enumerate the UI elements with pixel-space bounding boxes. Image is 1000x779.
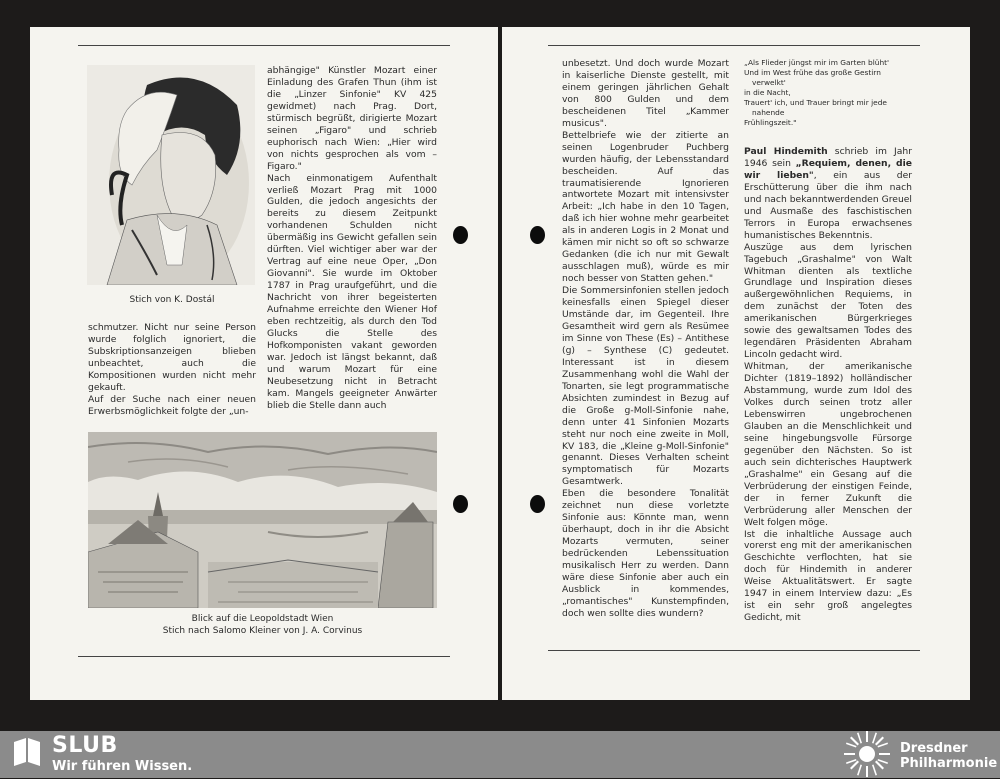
bottom-rule-right bbox=[548, 650, 920, 651]
left-page-text-right-column bbox=[267, 65, 437, 412]
footer-bar bbox=[0, 731, 1000, 778]
dp-line2: Philharmonie bbox=[900, 756, 998, 771]
city-caption-line2: Stich nach Salomo Kleiner von J. A. Corvinus bbox=[162, 626, 363, 636]
slub-tagline: Wir führen Wissen. bbox=[52, 759, 193, 774]
slub-title: SLUB bbox=[52, 733, 118, 758]
paragraph: Bettelbriefe wie der zitierte an seinen Logenbruder Puchberg wurden häufig, der Lebensstandard bescheiden. Auf das traumatisierende Ignorieren antwortete Mozart mit intensivster Arbeit: „Ich habe in den 10 Tagen, daß ich hier wohne mehr gearbeitet als in anderen Logis in 2 Monat und kämen mir nicht so oft so schwarze Gedanken (die ich nur mit Gewalt ausschlagen muß), würde es mir noch besser von Statten gehen." bbox=[562, 129, 729, 285]
leopoldstadt-engraving-image bbox=[88, 432, 437, 608]
paragraph: Ist die inhaltliche Aussage auch vorerst eng mit der amerikanischen Geschichte verflochten, hat sie doch für Hindemith in anderer Weise Aktualitätswert. Er sagte 1947 in einem Interview dazu: „Es ist ein sehr groß angelegtes Gedicht, mit bbox=[744, 528, 912, 624]
whitman-poem-excerpt bbox=[744, 58, 912, 128]
composer-name: Paul Hindemith bbox=[744, 146, 828, 157]
poem-line: nahende bbox=[752, 108, 785, 117]
paragraph: schmutzer. Nicht nur seine Person wurde folglich ignoriert, die Subskriptionsanzeigen blieben unbeachtet, auch die Kompositionen wurden nicht mehr gekauft. bbox=[88, 322, 256, 393]
right-page-text-left-column bbox=[562, 58, 729, 620]
binder-hole bbox=[453, 495, 468, 513]
binder-hole bbox=[530, 495, 545, 513]
poem-line: Trauert' ich, und Trauer bringt mir jede bbox=[744, 98, 887, 107]
work-title: „Requiem, denen, die wir lieben" bbox=[744, 157, 912, 181]
dresdner-philharmonie-wordmark bbox=[900, 741, 997, 771]
bottom-rule-left bbox=[78, 656, 450, 657]
poem-line: „Als Flieder jüngst mir im Garten blüht' bbox=[744, 58, 890, 67]
mozart-portrait-image bbox=[87, 65, 255, 285]
paragraph: Auf der Suche nach einer neuen Erwerbsmöglichkeit folgte der „un- bbox=[88, 393, 256, 417]
paragraph: Eben die besondere Tonalität zeichnet nun diese vorletzte Sinfonie aus: Könnte man, wenn überhaupt, doch in ihr die Absicht Mozarts vermuten, seiner bedrückenden Lebenssituation musikalisch Herr zu werden. Dann wäre diese Sinfonie aber auch ein Ausblick in kommendes, „romantisches" Kunstempfinden, doch wen sollte dies wundern? bbox=[562, 488, 729, 619]
paragraph: Die Sommersinfonien stellen jedoch keinesfalls einen Spiegel dieser Umstände dar, im Gegenteil. Ihre Gesamtheit wird gern als Resümee im Sinne von These (Es) – Antithese (g) – Synthese (C) gedeutet. Interessant ist in diesem Zusammenhang wohl die Wahl der Tonarten, sie legt programmatische Absichten zumindest in Bezug auf die Große g-Moll-Sinfonie nahe, denn unter 41 Sinfonien Mozarts steht nur noch eine zweite in Moll, KV 183, die „Kleine g-Moll-Sinfonie" genannt. Dieses Verhalten scheint symptomatisch für Mozarts Gesamtwerk. bbox=[562, 285, 729, 488]
binder-hole bbox=[453, 226, 468, 244]
paragraph-hindemith bbox=[744, 146, 912, 242]
binder-hole bbox=[530, 226, 545, 244]
paragraph: Whitman, der amerikanische Dichter (1819–1892) holländischer Abstammung, wurde zum Idol des Volkes durch seinen trotz aller Lebenswirren ungebrochenen Glauben an die Menschlichkeit und seine hingebungsvolle Fürsorge gegenüber den Nächsten. So ist auch sein dichterisches Hauptwerk „Grashalme" ein Gesang auf die Verbrüderung der einstigen Feinde, der in ferner Zukunft die Verbrüderung aller Menschen der Welt folgen möge. bbox=[744, 361, 912, 528]
top-rule-left bbox=[78, 45, 450, 46]
paragraph: Nach einmonatigem Aufenthalt verließ Mozart Prag mit 1000 Gulden, die jedoch angesichts der bereits zu diesem Zeitpunkt vorhandenen Schulden nicht übermäßig ins Gewicht gefallen sein dürften. Viel wichtiger aber war der Vertrag auf eine neue Oper, „Don Giovanni". Sie wurde im Oktober 1787 in Prag uraufgeführt, und die Nachricht von ihrer begeisterten Aufnahme erreichte den Wiener Hof eben rechtzeitig, als durch den Tod Glucks die Stelle des Hofkomponisten vakant geworden war. Jedoch ist längst bekannt, daß und warum Mozart für eine Neubesetzung nicht in Betracht kam. Mangels geeigneter Anwärter blieb die Stelle dann auch bbox=[267, 172, 437, 411]
poem-line: Und im West frühe das große Gestirn bbox=[744, 68, 881, 77]
city-caption-line1: Blick auf die Leopoldstadt Wien bbox=[191, 614, 334, 624]
city-caption bbox=[88, 613, 437, 637]
poem-line: Frühlingszeit." bbox=[744, 118, 797, 127]
slub-book-icon bbox=[12, 738, 42, 766]
dresdner-philharmonie-sunburst-icon bbox=[842, 729, 892, 779]
left-page-text-left-column bbox=[88, 322, 256, 418]
top-rule-right bbox=[548, 45, 920, 46]
paragraph: Auszüge aus dem lyrischen Tagebuch „Grashalme" von Walt Whitman dienten als textliche Grundlage und Inspiration dieses außergewöhnlichen Requiems, in dem zunächst der Toten des amerikanischen Bürgerkrieges sowie des gewaltsamen Todes des legendären Präsidenten Abraham Lincoln gedacht wird. bbox=[744, 241, 912, 361]
dp-line1: Dresdner bbox=[900, 741, 968, 756]
paragraph: abhängige" Künstler Mozart einer Einladung des Grafen Thun (ihm ist die „Linzer Sinfonie" KV 425 gewidmet) nach Prag. Dort, stürmisch begrüßt, dirigierte Mozart seinen „Figaro" und schrieb euphorisch nach Wien: „Hier wird von nichts gesprochen als vom – Figaro." bbox=[267, 65, 437, 172]
text-run: schrieb im Jahr 1946 sein bbox=[744, 146, 912, 169]
portrait-caption: Stich von K. Dostál bbox=[129, 295, 215, 305]
right-page-text-right-column bbox=[744, 146, 912, 624]
text-run: , ein aus der Erschütterung über die ihm nach und nach bekanntwerdenden Greuel und Ausmaße des faschistischen Terrors in Europa erwachsenes humanistisches Bekenntnis. bbox=[744, 169, 912, 241]
poem-line: in die Nacht, bbox=[744, 88, 791, 97]
paragraph: unbesetzt. Und doch wurde Mozart in kaiserliche Dienste gestellt, mit einem geringen jährlichen Gehalt von 800 Gulden und dem bescheidenen Titel „Kammer musicus". bbox=[562, 58, 729, 129]
poem-line: verwelkt' bbox=[752, 78, 786, 87]
